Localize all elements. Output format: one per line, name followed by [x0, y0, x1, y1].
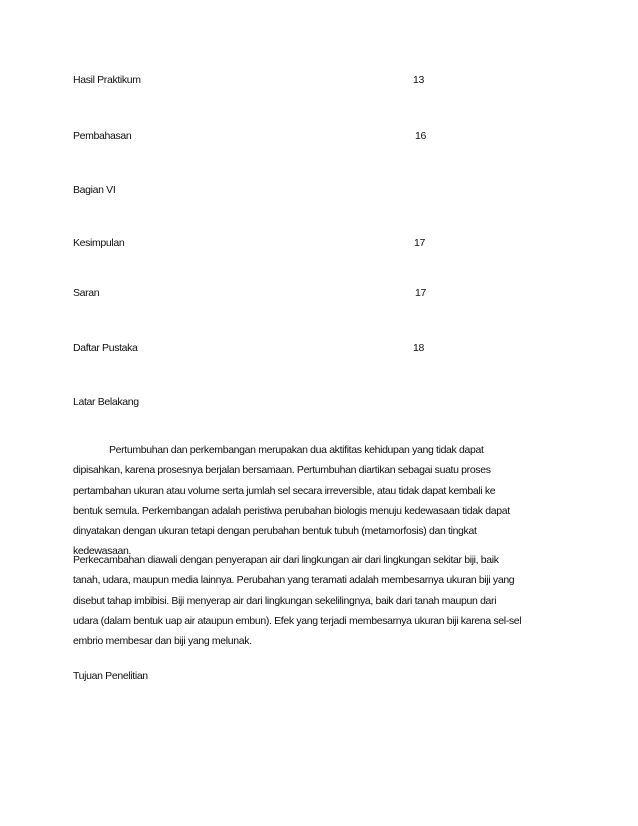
toc-row-pembahasan: [73, 128, 453, 144]
toc-row-kesimpulan: [73, 235, 453, 251]
toc-page-number: 18: [413, 342, 424, 354]
paragraph-line: tanah, udara, maupun media lainnya. Perubahan yang teramati adalah membesarnya ukuran biji yang: [73, 574, 515, 587]
paragraph-line: Pertumbuhan dan perkembangan merupakan dua aktifitas kehidupan yang tidak dapat: [109, 444, 484, 456]
toc-row-bagian-vi: [73, 182, 453, 198]
toc-page-number: 17: [415, 287, 426, 299]
paragraph-line: kedewasaan.: [73, 545, 132, 558]
section-heading-tujuan-penelitian: Tujuan Penelitian: [73, 670, 148, 682]
toc-label: Hasil Praktikum: [73, 74, 141, 86]
paragraph-perkecambahan: [73, 550, 573, 651]
paragraph-line: Perkecambahan diawali dengan penyerapan air dari lingkungan air dari lingkungan sekitar biji, baik: [73, 554, 499, 566]
paragraph-line: dinyatakan dengan ukuran tetapi dengan perubahan bentuk tubuh (metamorfosis) dan tingkat: [73, 525, 477, 538]
toc-row-daftar-pustaka: [73, 340, 453, 356]
toc-label: Saran: [73, 287, 100, 299]
section-heading-latar-belakang: Latar Belakang: [73, 396, 139, 408]
toc-label: Kesimpulan: [73, 237, 125, 249]
toc-page-number: 16: [415, 130, 426, 142]
toc-label: Pembahasan: [73, 130, 132, 142]
paragraph-line: dipisahkan, karena prosesnya berjalan bersamaan. Pertumbuhan diartikan sebagai suatu proses: [73, 464, 491, 477]
toc-row-saran: [73, 285, 453, 301]
toc-label: Daftar Pustaka: [73, 342, 138, 354]
toc-page-number: 17: [414, 237, 425, 249]
paragraph-line: pertambahan ukuran atau volume serta jumlah sel secara irreversible, atau tidak dapat kembali ke: [73, 484, 496, 497]
paragraph-line: bentuk semula. Perkembangan adalah peristiwa perubahan biologis menuju kedewasaan tidak dapat: [73, 504, 510, 517]
toc-label: Bagian VI: [73, 184, 116, 196]
paragraph-line: disebut tahap imbibisi. Biji menyerap air dari lingkungan sekelilingnya, baik dari tanah maupun dari: [73, 594, 497, 607]
paragraph-line: embrio membesar dan biji yang melunak.: [73, 635, 252, 648]
toc-page-number: 13: [413, 74, 424, 86]
paragraph-line: udara (dalam bentuk uap air ataupun embun). Efek yang terjadi membesarnya ukuran biji karena sel-sel: [73, 614, 522, 627]
toc-row-hasil-praktikum: [73, 72, 453, 88]
paragraph-pertumbuhan: [73, 440, 573, 562]
